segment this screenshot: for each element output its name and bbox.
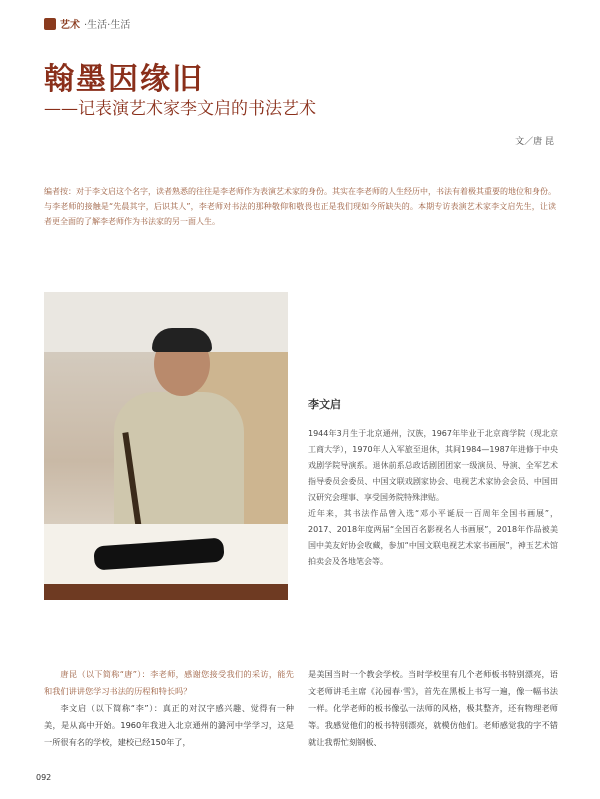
editor-note: 编者按：对于李文启这个名字，读者熟悉的往往是李老师作为表演艺术家的身份。其实在李老师的人生经历中，书法有着极其重要的地位和身份。与李老师的接触是“先晨其字，后识其人”，李老师对书法的那种敬仰和敬畏也正是我们现如今所缺失的。本期专访表演艺术家李文启先生，让读者更全面的了解李老师作为书法家的另一面人生。 [44,187,556,226]
article-title: 翰墨因缘旧 [44,62,204,97]
seal-icon [44,18,56,30]
body-column-right [308,666,558,751]
section-tag [44,16,130,31]
article-subtitle: ——记表演艺术家李文启的书法艺术 [44,99,316,119]
photo-table [44,584,288,600]
photo-person-body [114,392,244,542]
interview-answer: 李文启（以下简称“李”）：真正的对汉字感兴趣、觉得有一种美，是从高中开始。1960年我进入北京通州的潞河中学学习，这是一所很有名的学校，建校已经150年了， [44,703,294,747]
body-column-left [44,666,294,751]
section-main: 艺术 [60,20,80,31]
bio-name: 李文启 [308,398,341,411]
interview-answer-cont: 是美国当时一个教会学校。当时学校里有几个老师板书特别漂亮，语文老师讲毛主席《沁园春·雪》，首先在黑板上书写一遍，像一幅书法一样。化学老师的板书像弘一法师的风格，极其整齐，还有物理老师等。我感觉他们的板书特别漂亮，就模仿他们。老师感觉我的字不错就让我帮忙刻钢板、 [308,669,558,747]
interview-question: 唐昆（以下简称“唐”）：李老师，感谢您接受我们的采访，能先和我们讲讲您学习书法的历程和特长吗？ [44,669,294,696]
photo-person-hair [152,328,212,352]
calligraphy-photo [44,292,288,600]
bio-para-1: 1944年3月生于北京通州，汉族，1967年毕业于北京商学院（现北京工商大学），1970年人入军旅至退休，其间1984—1987年进修于中央戏剧学院导演系。退休前系总政话剧团团家一级演员、导演、全军艺术指导委员会委员、中国文联戏剧家协会、电视艺术家协会会员、中国田汉研究会理事、享受国务院特殊津贴。 [308,429,558,502]
bio-para-2: 近年来，其书法作品曾入选“邓小平诞辰一百周年全国书画展”，2017、2018年度两届“全国百名影视名人书画展”，2018年作品被美国中美友好协会收藏，参加“中国文联电视艺术家书画展”，神玉艺术馆拍卖会及各地笔会等。 [308,509,558,566]
page-number: 092 [36,773,52,782]
section-rest: ·生活·生活 [84,20,131,31]
byline: 文／唐 昆 [515,137,554,147]
bio-block [308,426,558,570]
